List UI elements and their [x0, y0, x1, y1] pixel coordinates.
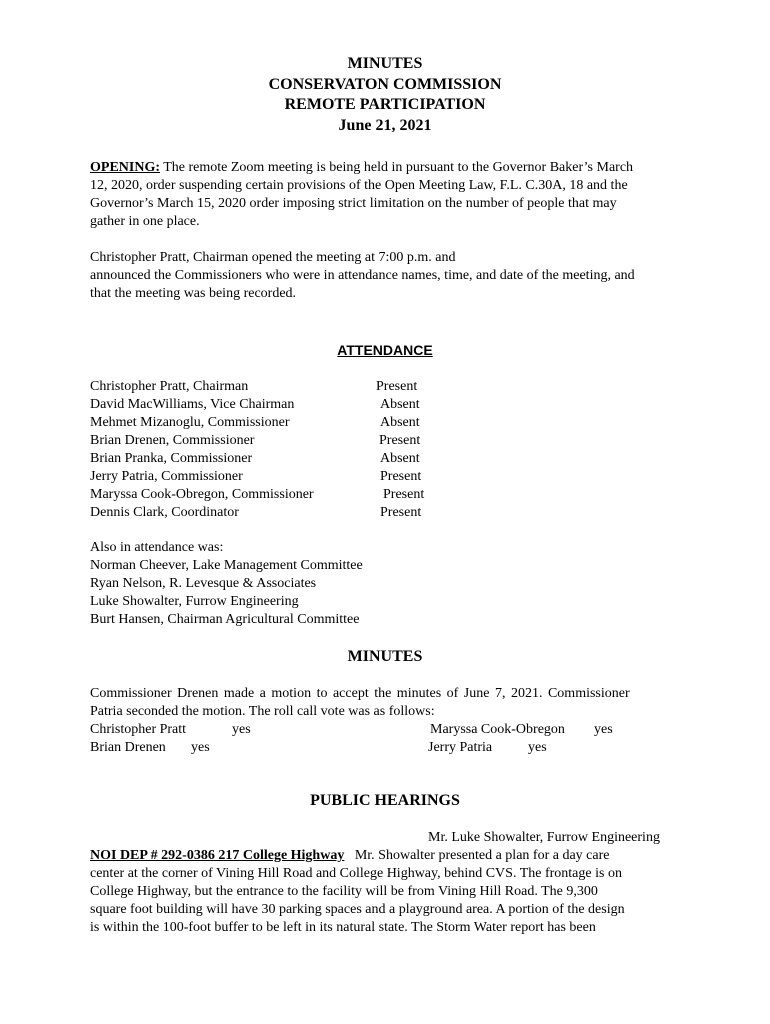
hearing-line-2: center at the corner of Vining Hill Road and College Highway, behind CVS. The frontage is on: [90, 866, 622, 881]
vote-value: yes: [594, 722, 613, 737]
public-hearings-heading: PUBLIC HEARINGS: [310, 792, 460, 809]
also-attendee: Burt Hansen, Chairman Agricultural Committee: [90, 612, 360, 627]
attendee-name: Brian Pranka, Commissioner: [90, 451, 253, 466]
minutes-heading: MINUTES: [347, 648, 423, 665]
opening-line-1: [90, 159, 633, 177]
hearing-text-1: Mr. Showalter presented a plan for a day care: [354, 848, 610, 863]
attendance-heading: ATTENDANCE: [337, 342, 433, 358]
attendee-name: David MacWilliams, Vice Chairman: [90, 397, 295, 412]
opening-line-4: gather in one place.: [90, 214, 200, 229]
noi-label: NOI DEP # 292-0386 217 College Highway: [90, 848, 345, 863]
doc-date: June 21, 2021: [338, 117, 432, 134]
vote-name: Maryssa Cook-Obregon: [430, 722, 565, 737]
attendee-status: Present: [380, 505, 422, 520]
also-attendee: Ryan Nelson, R. Levesque & Associates: [90, 576, 317, 591]
opening-line-2: 12, 2020, order suspending certain provisions of the Open Meeting Law, F.L. C.30A, 18 and the: [90, 178, 628, 193]
doc-title: MINUTES: [347, 55, 423, 72]
intro-line-1: Christopher Pratt, Chairman opened the meeting at 7:00 p.m. and: [90, 250, 456, 265]
minutes-line-1: Commissioner Drenen made a motion to accept the minutes of June 7, 2021. Commissioner: [90, 686, 630, 701]
vote-value: yes: [528, 740, 547, 755]
minutes-line-2: Patria seconded the motion. The roll call vote was as follows:: [90, 704, 435, 719]
attendee-name: Brian Drenen, Commissioner: [90, 433, 255, 448]
opening-line-3: Governor’s March 15, 2020 order imposing strict limitation on the number of people that may: [90, 196, 617, 211]
attendee-name: Mehmet Mizanoglu, Commissioner: [90, 415, 290, 430]
attendee-name: Christopher Pratt, Chairman: [90, 379, 249, 394]
opening-text-1: The remote Zoom meeting is being held in pursuant to the Governor Baker’s March: [163, 160, 634, 175]
attendee-status: Absent: [380, 451, 420, 466]
attendee-name: Dennis Clark, Coordinator: [90, 505, 239, 520]
attendee-status: Absent: [380, 415, 420, 430]
attendee-status: Present: [379, 433, 421, 448]
hearing-line-3: College Highway, but the entrance to the facility will be from Vining Hill Road. The 9,300: [90, 884, 598, 899]
doc-subtitle-remote: REMOTE PARTICIPATION: [284, 96, 486, 113]
opening-label: OPENING:: [90, 160, 160, 175]
attendee-status: Present: [376, 379, 418, 394]
also-attendance-label: Also in attendance was:: [90, 540, 224, 555]
vote-name: Brian Drenen: [90, 740, 166, 755]
vote-name: Christopher Pratt: [90, 722, 187, 737]
hearing-line-4: square foot building will have 30 parking spaces and a playground area. A portion of the design: [90, 902, 625, 917]
intro-line-3: that the meeting was being recorded.: [90, 286, 297, 301]
intro-line-2: announced the Commissioners who were in attendance names, time, and date of the meeting, and: [90, 268, 635, 283]
also-attendee: Luke Showalter, Furrow Engineering: [90, 594, 299, 609]
attendee-name: Jerry Patria, Commissioner: [90, 469, 243, 484]
doc-subtitle-commission: CONSERVATON COMMISSION: [268, 76, 502, 93]
attendee-status: Absent: [380, 397, 420, 412]
hearing-line-1: [90, 847, 609, 865]
vote-value: yes: [232, 722, 251, 737]
vote-value: yes: [191, 740, 210, 755]
attendee-name: Maryssa Cook-Obregon, Commissioner: [90, 487, 314, 502]
also-attendee: Norman Cheever, Lake Management Committee: [90, 558, 363, 573]
hearing-line-5: is within the 100-foot buffer to be left in its natural state. The Storm Water report has been: [90, 920, 596, 935]
attendee-status: Present: [380, 469, 422, 484]
vote-name: Jerry Patria: [428, 740, 493, 755]
attendee-status: Present: [383, 487, 425, 502]
hearing-presenter: Mr. Luke Showalter, Furrow Engineering: [428, 830, 660, 845]
